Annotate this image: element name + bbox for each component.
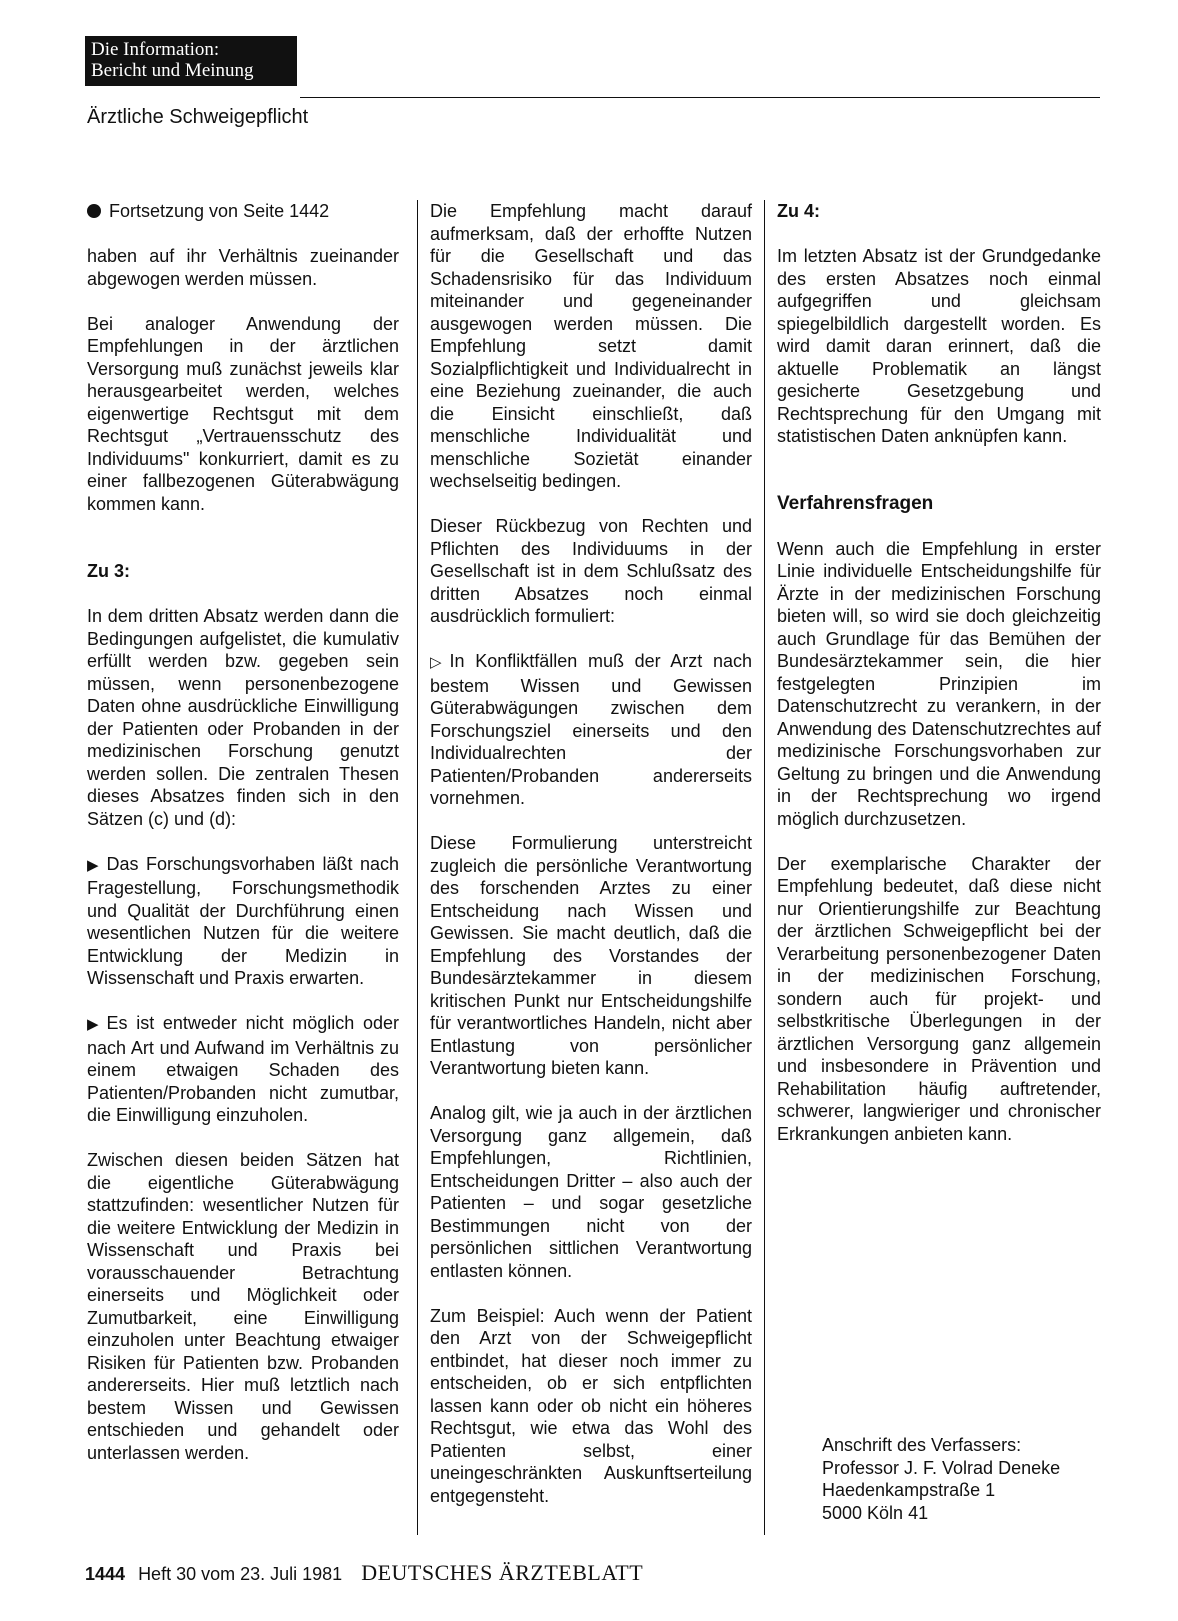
heading-zu-3: Zu 3:: [87, 561, 130, 581]
paragraph: Im letzten Absatz ist der Grundgedanke des ersten Absatzes noch einmal aufgegriffen und gleichsam spiegelbildlich dargestellt worden. Es wird damit daran erinnert, daß die aktuelle Problematik an längst gesicherte Gesetzgebung und Rechtsprechung für den Umgang mit statistischen Daten anknüpfen kann.: [777, 246, 1101, 446]
page-footer: [85, 1560, 643, 1586]
quote-text: In Konfliktfällen muß der Arzt nach bestem Wissen und Gewissen Güterabwägungen zwischen dem Forschungsziel einerseits und den Individualrechten der Patienten/Probanden andererseits vornehmen.: [430, 651, 752, 808]
triangle-bullet-icon: ▶: [87, 1016, 99, 1033]
list-item-text: Das Forschungsvorhaben läßt nach Fragestellung, Forschungsmethodik und Qualität der Durchführung einen wesentlichen Nutzen für die weitere Entwicklung der Medizin in Wissenschaft und Praxis erwarten.: [87, 853, 399, 988]
continuation-note: [87, 200, 399, 223]
paragraph: Zum Beispiel: Auch wenn der Patient den Arzt von der Schweigepflicht entbindet, hat dieser noch immer zu entscheiden, ob er sich entpflichten lassen kann oder ob nicht ein höheres Rechtsgut, wie etwa das Wohl des Patienten selbst, einer uneingeschränkten Auskunftserteilung entgegensteht.: [430, 1305, 752, 1506]
list-item-text: Es ist entweder nicht möglich oder nach Art und Aufwand im Verhältnis zu einem etwaigen Schaden des Patienten/Probanden nicht zumutbar, die Einwilligung einzuholen.: [87, 1013, 399, 1125]
list-item: [87, 853, 399, 990]
paragraph: haben auf ihr Verhältnis zueinander abgewogen werden müssen.: [87, 246, 399, 289]
paragraph: Wenn auch die Empfehlung in erster Linie individuelle Entscheidungshilfe für Ärzte in der medizinischen Forschung bieten will, so wird sie doch gleichzeitig auch Grundlage für das Bemühen der Bundesärztekammer sein, die hier festgelegten Prinzipien im Datenschutzrecht zu verankern, in der Anwendung des Datenschutzrechtes auf medizinische Forschungsvorhaben zur Geltung zu bringen und die Anwendung in der Rechtsprechung wo irgend möglich durchzusetzen.: [777, 538, 1101, 829]
author-address: [822, 1434, 1060, 1524]
paragraph: Diese Formulierung unterstreicht zugleich die persönliche Verantwortung des forschenden Arztes zu einer Entscheidung nach Wissen und Gewissen. Sie macht deutlich, daß die Empfehlung des Vorstandes der Bundesärztekammer in diesem kritischen Punkt nur Entscheidungshilfe für verantwortliches Handeln, nicht aber Entlastung von persönlicher Verantwortung bieten kann.: [430, 833, 752, 1078]
address-line: 5000 Köln 41: [822, 1502, 929, 1523]
magazine-name: DEUTSCHES ÄRZTEBLATT: [361, 1560, 644, 1585]
bullet-icon: [87, 204, 101, 218]
heading-zu-4: Zu 4:: [777, 201, 820, 221]
page-title: Ärztliche Schweigepflicht: [87, 106, 309, 128]
paragraph: Der exemplarische Charakter der Empfehlung bedeutet, daß diese nicht nur Orientierungshilfe zur Beachtung der ärztlichen Schweigepflicht bei der Verarbeitung personenbezogener Daten in der medizinischen Forschung, sondern auch für projekt- und selbstkritische Überlegungen in der ärztlichen Versorgung ganz allgemein und insbesondere in Prävention und Rehabilitation häufig auftretender, schwerer, langwieriger und chronischer Erkrankungen anbieten kann.: [777, 853, 1101, 1144]
badge-line-2: Bericht und Meinung: [91, 60, 254, 81]
column-divider-2: [764, 200, 765, 1535]
paragraph: Analog gilt, wie ja auch in der ärztlichen Versorgung ganz allgemein, daß Empfehlungen, Richtlinien, Entscheidungen Dritter – also auch der Patienten – und sogar gesetzliche Bestimmungen nicht von der persönlichen sittlichen Verantwortung entlasten können.: [430, 1103, 752, 1281]
address-line: Professor J. F. Volrad Deneke: [822, 1457, 1061, 1478]
paragraph: Bei analoger Anwendung der Empfehlungen in der ärztlichen Versorgung muß zunächst jeweils klar herausgearbeitet werden, welches eigenwertige Rechtsgut mit dem Rechtsgut „Vertrauensschutz des Individuums" konkurriert, damit es zu einer fallbezogenen Güterabwägung kommen kann.: [87, 313, 399, 514]
column-3: [777, 200, 1101, 1168]
header-rule: [300, 97, 1100, 98]
list-item: [87, 1012, 399, 1127]
column-2: [430, 200, 752, 1530]
address-line: Haedenkampstraße 1: [822, 1480, 996, 1500]
triangle-bullet-icon: ▶: [87, 856, 99, 874]
open-triangle-icon: ▷: [430, 654, 442, 671]
paragraph: Die Empfehlung macht darauf aufmerksam, daß der erhoffte Nutzen für die Gesellschaft und das Schadensrisiko für das Individuum miteinander und gegeneinander ausgewogen werden müssen. Die Empfehlung setzt damit Sozialpflichtigkeit und Individualrecht in eine Beziehung zueinander, die auch die Einsicht einschließt, daß menschliche Individualität und menschliche Sozietät einander wechselseitig bedingen.: [430, 201, 752, 491]
column-divider-1: [417, 200, 418, 1535]
quote-item: [430, 650, 752, 810]
continuation-text: Fortsetzung von Seite 1442: [109, 201, 330, 221]
paragraph: In dem dritten Absatz werden dann die Bedingungen aufgelistet, die kumulativ erfüllt werden bzw. gegeben sein müssen, wenn personenbezogene Daten ohne ausdrückliche Einwilligung der Patienten oder Probanden in der medizinischen Forschung genutzt werden sollen. Die zentralen Thesen dieses Absatzes finden sich in den Sätzen (c) und (d):: [87, 606, 399, 829]
badge-line-1: Die Information:: [91, 39, 220, 60]
paragraph: Dieser Rückbezug von Rechten und Pflichten des Individuums in der Gesellschaft ist in dem Schlußsatz des dritten Absatzes noch einmal ausdrücklich formuliert:: [430, 516, 752, 626]
section-badge: [85, 36, 297, 86]
issue-info: Heft 30 vom 23. Juli 1981: [138, 1564, 343, 1584]
column-1: [87, 200, 399, 1487]
paragraph: Zwischen diesen beiden Sätzen hat die eigentliche Güterabwägung stattzufinden: wesentlicher Nutzen für die weitere Entwicklung der Medizin in Wissenschaft und Praxis bei vorausschauender Betrachtung einerseits und Möglichkeit oder Zumutbarkeit, eine Einwilligung einzuholen unter Beachtung etwaiger Risiken für Patienten bzw. Probanden andererseits. Hier muß letztlich nach bestem Wissen und Gewissen entschieden und gehandelt oder unterlassen werden.: [87, 1150, 399, 1463]
address-line: Anschrift des Verfassers:: [822, 1435, 1022, 1455]
page-number: 1444: [85, 1564, 126, 1584]
heading-verfahrensfragen: Verfahrensfragen: [777, 492, 934, 514]
